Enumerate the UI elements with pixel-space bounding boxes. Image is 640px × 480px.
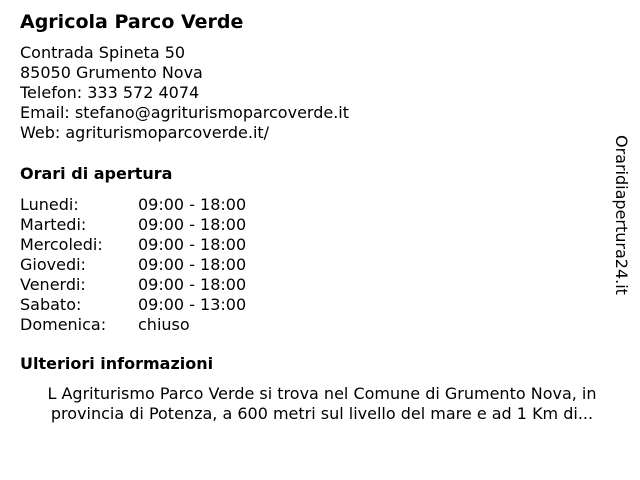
hours-row-wednesday	[20, 235, 246, 255]
phone-line: Telefon: 333 572 4074	[20, 83, 200, 102]
time-value: 09:00 - 18:00	[138, 215, 247, 234]
day-label: Sabato:	[20, 295, 82, 314]
hours-row-friday	[20, 275, 246, 295]
hours-row-saturday	[20, 295, 246, 315]
web-line: Web: agriturismoparcoverde.it/	[20, 123, 270, 142]
city-line: 85050 Grumento Nova	[20, 63, 203, 82]
time-value: 09:00 - 13:00	[138, 295, 247, 314]
hours-row-monday	[20, 195, 246, 215]
day-label: Lunedi:	[20, 195, 79, 214]
hours-row-sunday	[20, 315, 246, 335]
time-value: 09:00 - 18:00	[138, 255, 247, 274]
info-description: L Agriturismo Parco Verde si trova nel Comune di Grumento Nova, in provincia di Potenza, a 600 metri sul livello del mare e ad 1 Km di...	[47, 384, 597, 423]
day-label: Domenica:	[20, 315, 107, 334]
day-label: Giovedi:	[20, 255, 86, 274]
time-value: 09:00 - 18:00	[138, 235, 247, 254]
email-line: Email: stefano@agriturismoparcoverde.it	[20, 103, 350, 122]
info-heading: Ulteriori informazioni	[20, 354, 214, 373]
contact-block	[20, 43, 349, 143]
hours-row-thursday	[20, 255, 246, 275]
hours-heading: Orari di apertura	[20, 164, 173, 183]
address-line: Contrada Spineta 50	[20, 43, 186, 62]
day-label: Mercoledi:	[20, 235, 103, 254]
watermark	[610, 135, 632, 315]
watermark-text: Oraridiapertura24.it	[612, 135, 631, 295]
business-title: Agricola Parco Verde	[20, 11, 244, 33]
time-value: 09:00 - 18:00	[138, 195, 247, 214]
time-value: 09:00 - 18:00	[138, 275, 247, 294]
day-label: Venerdi:	[20, 275, 86, 294]
day-label: Martedi:	[20, 215, 87, 234]
hours-table	[20, 195, 246, 335]
time-value: chiuso	[138, 315, 190, 334]
hours-row-tuesday	[20, 215, 246, 235]
